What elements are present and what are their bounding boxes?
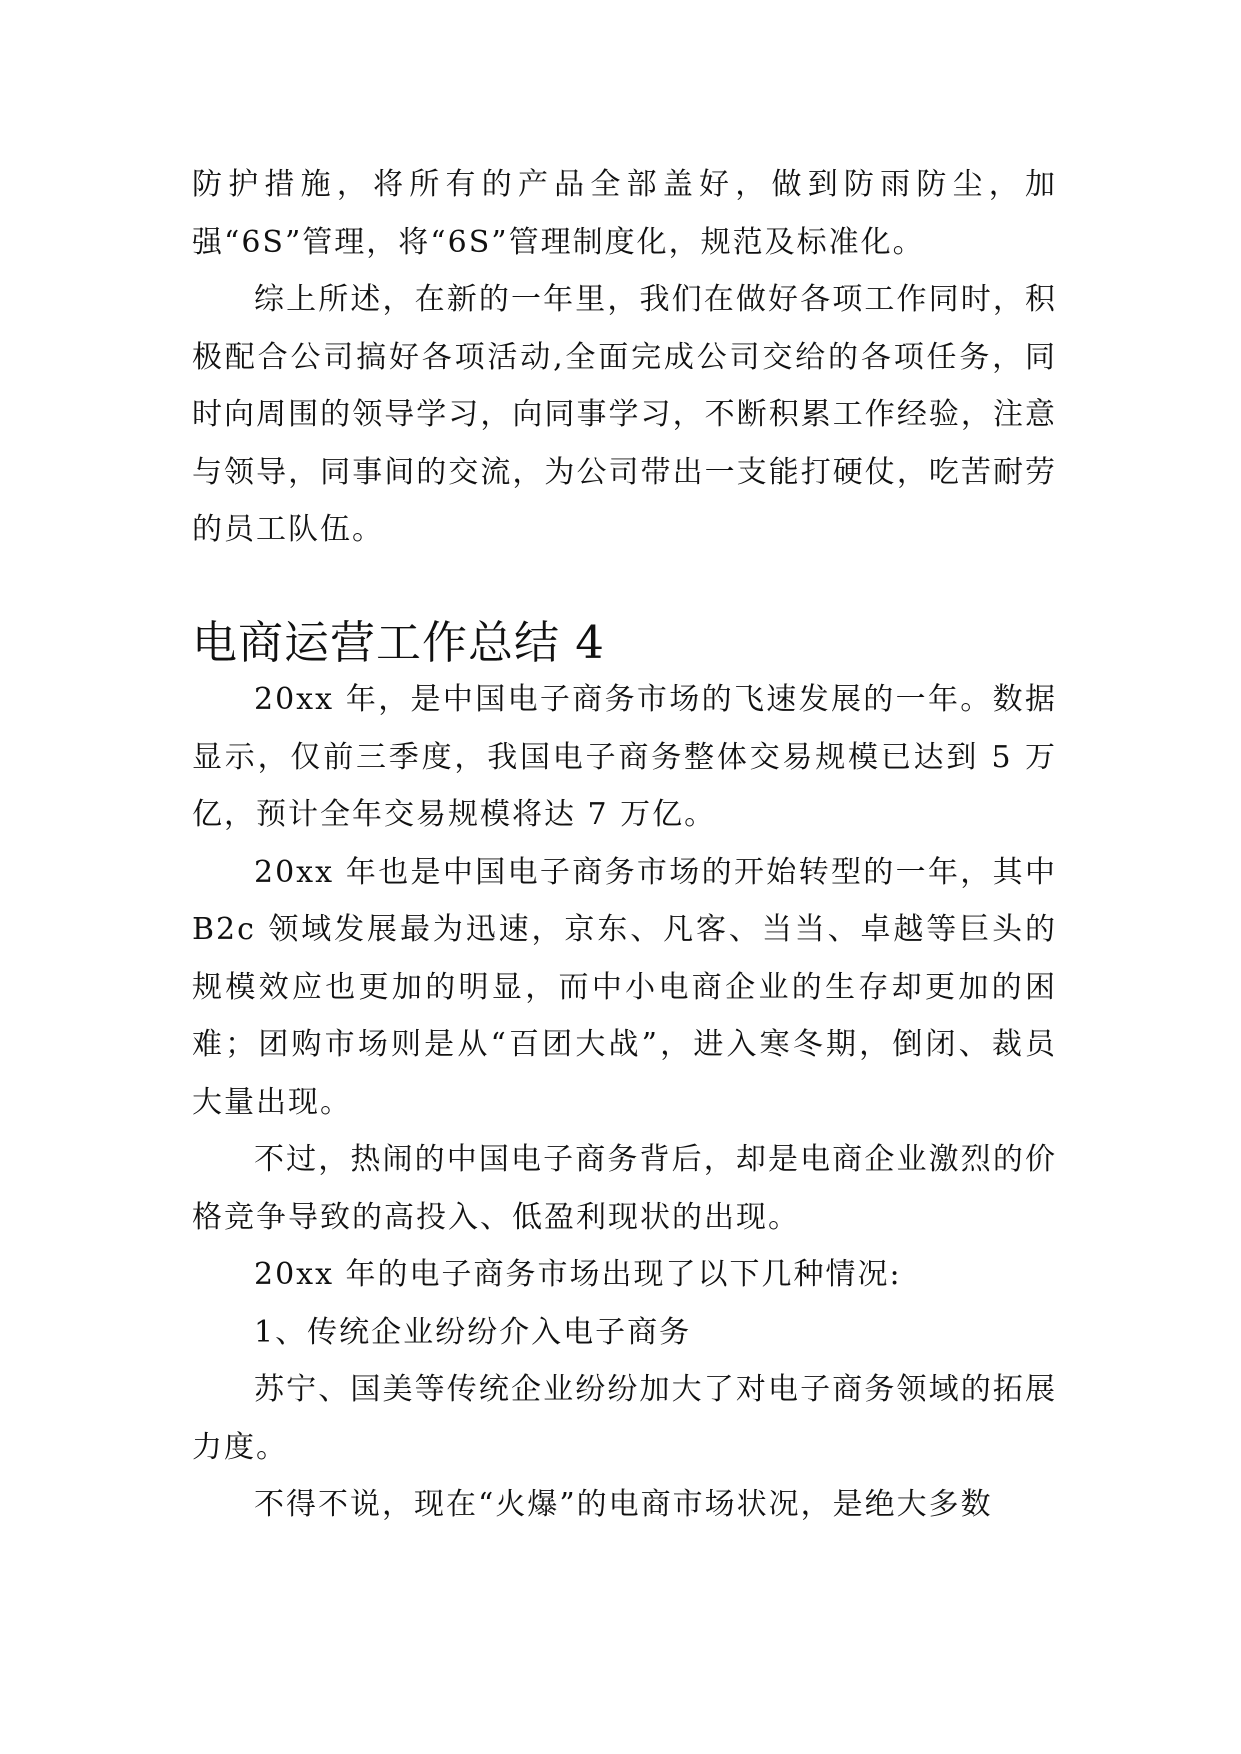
paragraph-summary: 综上所述，在新的一年里，我们在做好各项工作同时，积极配合公司搞好各项活动,全面完成公司交给的各项任务，同时向周围的领导学习，向同事学习，不断积累工作经验，注意与领导，同事间的交流，为公司带出一支能打硬仗，吃苦耐劳的员工队伍。: [192, 282, 1057, 547]
paragraph-situations-intro: 20xx 年的电子商务市场出现了以下几种情况:: [254, 1257, 902, 1292]
list-item-traditional-enterprises: 1、传统企业纷纷介入电子商务: [254, 1314, 692, 1350]
section-title: 电商运营工作总结 4: [192, 615, 605, 669]
paragraph-market-status: 不得不说，现在“火爆”的电商市场状况，是绝大多数: [254, 1487, 993, 1522]
paragraph-market-transition: 20xx 年也是中国电子商务市场的开始转型的一年，其中 B2c 领域发展最为迅速，京东、凡客、当当、卓越等巨头的规模效应也更加的明显，而中小电商企业的生存却更加的困难；团购市场则是从“百团大战”，进入寒冬期，倒闭、裁员大量出现。: [192, 854, 1057, 1120]
document-body: [192, 156, 1057, 1534]
paragraph-price-competition: 不过，热闹的中国电子商务背后，却是电商企业激烈的价格竞争导致的高投入、低盈利现状的出现。: [192, 1142, 1057, 1235]
paragraph-suning-gome: 苏宁、国美等传统企业纷纷加大了对电子商务领域的拓展力度。: [192, 1372, 1057, 1465]
paragraph-market-growth: 20xx 年，是中国电子商务市场的飞速发展的一年。数据显示，仅前三季度，我国电子商务整体交易规模已达到 5 万亿，预计全年交易规模将达 7 万亿。: [192, 682, 1057, 832]
paragraph-protection-measures: 防护措施，将所有的产品全部盖好，做到防雨防尘，加强“6S”管理，将“6S”管理制度化，规范及标准化。: [192, 167, 1057, 260]
